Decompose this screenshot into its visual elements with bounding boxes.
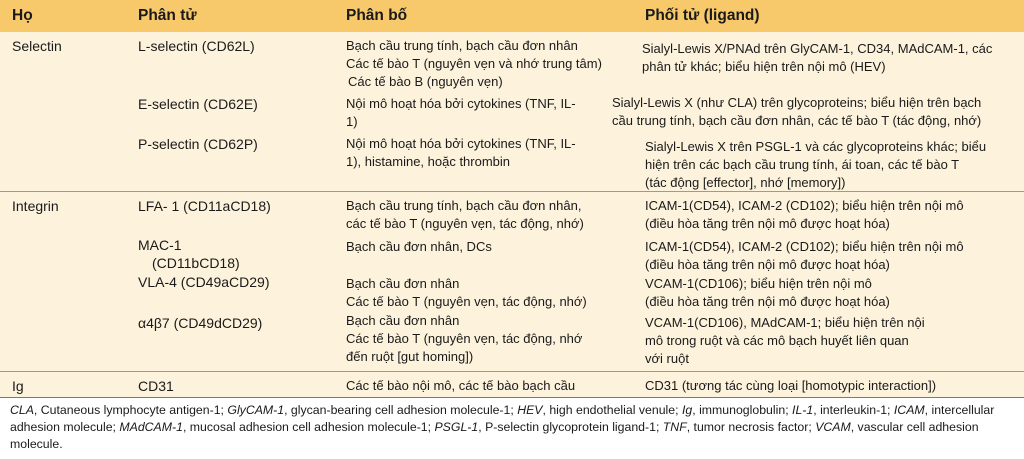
dist-l-selectin-3: Các tế bào B (nguyên vẹn) — [348, 74, 503, 89]
footnote-abbr: CLA — [10, 403, 34, 417]
header-molecule: Phân tử — [138, 7, 197, 24]
family-selectin: Selectin — [12, 38, 62, 54]
footnote-definition: , high endothelial venule; — [542, 403, 682, 417]
dist-lfa1-1: Bạch cầu trung tính, bạch cầu đơn nhân, — [346, 198, 582, 213]
footnote-abbr: IL-1 — [792, 403, 814, 417]
header-family: Họ — [12, 7, 33, 24]
molecule-a4b7: α4β7 (CD49dCD29) — [138, 315, 263, 331]
ligand-vla4-1: VCAM-1(CD106); biểu hiện trên nội mô — [645, 276, 872, 291]
molecule-e-selectin: E-selectin (CD62E) — [138, 96, 258, 112]
ligand-p-selectin-1: Sialyl-Lewis X trên PSGL-1 và các glycoproteins khác; biểu — [645, 139, 987, 154]
dist-vla4-1: Bạch cầu đơn nhân — [346, 276, 460, 291]
footnote-definition: , Cutaneous lymphocyte antigen-1; — [33, 403, 228, 417]
ligand-lfa1-1: ICAM-1(CD54), ICAM-2 (CD102); biểu hiện trên nội mô — [645, 198, 964, 213]
molecule-cd31: CD31 — [138, 378, 174, 394]
ligand-lfa1-2: (điều hòa tăng trên nội mô được hoạt hóa) — [645, 216, 890, 231]
ligand-e-selectin-1: Sialyl-Lewis X (như CLA) trên glycoproteins; biểu hiện trên bạch — [612, 95, 982, 110]
footnote-definition: , intercellular adhesion molecule; — [10, 403, 995, 434]
table-footnote — [10, 402, 1015, 453]
row-separator — [0, 371, 1024, 372]
dist-e-selectin-2: 1) — [346, 114, 358, 129]
family-ig: Ig — [12, 378, 24, 394]
ligand-a4b7-3: với ruột — [645, 351, 689, 366]
ligand-vla4-2: (điều hòa tăng trên nội mô được hoạt hóa) — [645, 294, 890, 309]
molecule-vla4: VLA-4 (CD49aCD29) — [138, 274, 270, 290]
footnote-definition: , mucosal adhesion cell adhesion molecule-1; — [182, 420, 435, 434]
ligand-a4b7-1: VCAM-1(CD106), MAdCAM-1; biểu hiện trên nội — [645, 315, 925, 330]
dist-mac1-1: Bạch cầu đơn nhân, DCs — [346, 239, 492, 254]
footnote-definition: , glycan-bearing cell adhesion molecule-1; — [284, 403, 518, 417]
ligand-p-selectin-3: (tác động [effector], nhớ [memory]) — [645, 175, 846, 190]
molecule-p-selectin: P-selectin (CD62P) — [138, 136, 258, 152]
molecule-l-selectin: L-selectin (CD62L) — [138, 38, 255, 54]
dist-p-selectin-1: Nội mô hoạt hóa bởi cytokines (TNF, IL- — [346, 136, 576, 151]
header-distribution: Phân bố — [346, 7, 408, 24]
footnote-abbr: MAdCAM-1 — [119, 420, 183, 434]
footnote-definition: , P-selectin glycoprotein ligand-1; — [478, 420, 663, 434]
dist-l-selectin-1: Bạch cầu trung tính, bạch cầu đơn nhân — [346, 38, 578, 53]
footnote-definition: , immunoglobulin; — [692, 403, 793, 417]
ligand-e-selectin-2: cầu trung tính, bạch cầu đơn nhân, các tế bào T (tác động, nhớ) — [612, 113, 982, 128]
row-separator — [0, 191, 1024, 192]
molecule-mac1-2: (CD11bCD18) — [152, 255, 240, 271]
footnote-abbr: ICAM — [893, 403, 925, 417]
dist-cd31: Các tế bào nội mô, các tế bào bạch cầu — [346, 378, 576, 393]
table-header — [0, 0, 1024, 32]
molecule-lfa1: LFA- 1 (CD11aCD18) — [138, 198, 271, 214]
ligand-mac1-2: (điều hòa tăng trên nội mô được hoạt hóa) — [645, 257, 890, 272]
molecule-mac1-1: MAC-1 — [138, 237, 182, 253]
header-ligand: Phối tử (ligand) — [645, 7, 760, 24]
ligand-l-selectin-2: phân tử khác; biểu hiện trên nội mô (HEV) — [642, 59, 886, 74]
footnote-definition: , interleukin-1; — [813, 403, 894, 417]
footnote-abbr: TNF — [662, 420, 687, 434]
footnote-abbr: PSGL-1 — [434, 420, 479, 434]
dist-a4b7-3: đến ruột [gut homing]) — [346, 349, 474, 364]
footnote-abbr: Ig — [681, 403, 693, 417]
dist-lfa1-2: các tế bào T (nguyên vẹn, tác động, nhớ) — [346, 216, 584, 231]
footnote-abbr: HEV — [517, 403, 543, 417]
dist-vla4-2: Các tế bào T (nguyên vẹn, tác động, nhớ) — [346, 294, 587, 309]
footnote-definition: , tumor necrosis factor; — [686, 420, 816, 434]
dist-a4b7-2: Các tế bào T (nguyên vẹn, tác động, nhớ — [346, 331, 583, 346]
footnote-abbr: VCAM — [815, 420, 851, 434]
dist-l-selectin-2: Các tế bào T (nguyên vẹn và nhớ trung tâm) — [346, 56, 602, 71]
ligand-p-selectin-2: hiện trên các bạch cầu trung tính, ái toan, các tế bào T — [645, 157, 960, 172]
ligand-l-selectin-1: Sialyl-Lewis X/PNAd trên GlyCAM-1, CD34, MAdCAM-1, các — [642, 41, 993, 56]
ligand-cd31: CD31 (tương tác cùng loại [homotypic interaction]) — [645, 378, 937, 393]
footnote-definition: , vascular cell adhesion molecule. — [10, 420, 979, 451]
dist-a4b7-1: Bạch cầu đơn nhân — [346, 313, 460, 328]
ligand-a4b7-2: mô trong ruột và các mô bạch huyết liên quan — [645, 333, 909, 348]
dist-p-selectin-2: 1), histamine, hoặc thrombin — [346, 154, 511, 169]
family-integrin: Integrin — [12, 198, 59, 214]
dist-e-selectin-1: Nội mô hoạt hóa bởi cytokines (TNF, IL- — [346, 96, 576, 111]
ligand-mac1-1: ICAM-1(CD54), ICAM-2 (CD102); biểu hiện trên nội mô — [645, 239, 964, 254]
table-bottom-border — [0, 397, 1024, 398]
footnote-abbr: GlyCAM-1 — [227, 403, 285, 417]
